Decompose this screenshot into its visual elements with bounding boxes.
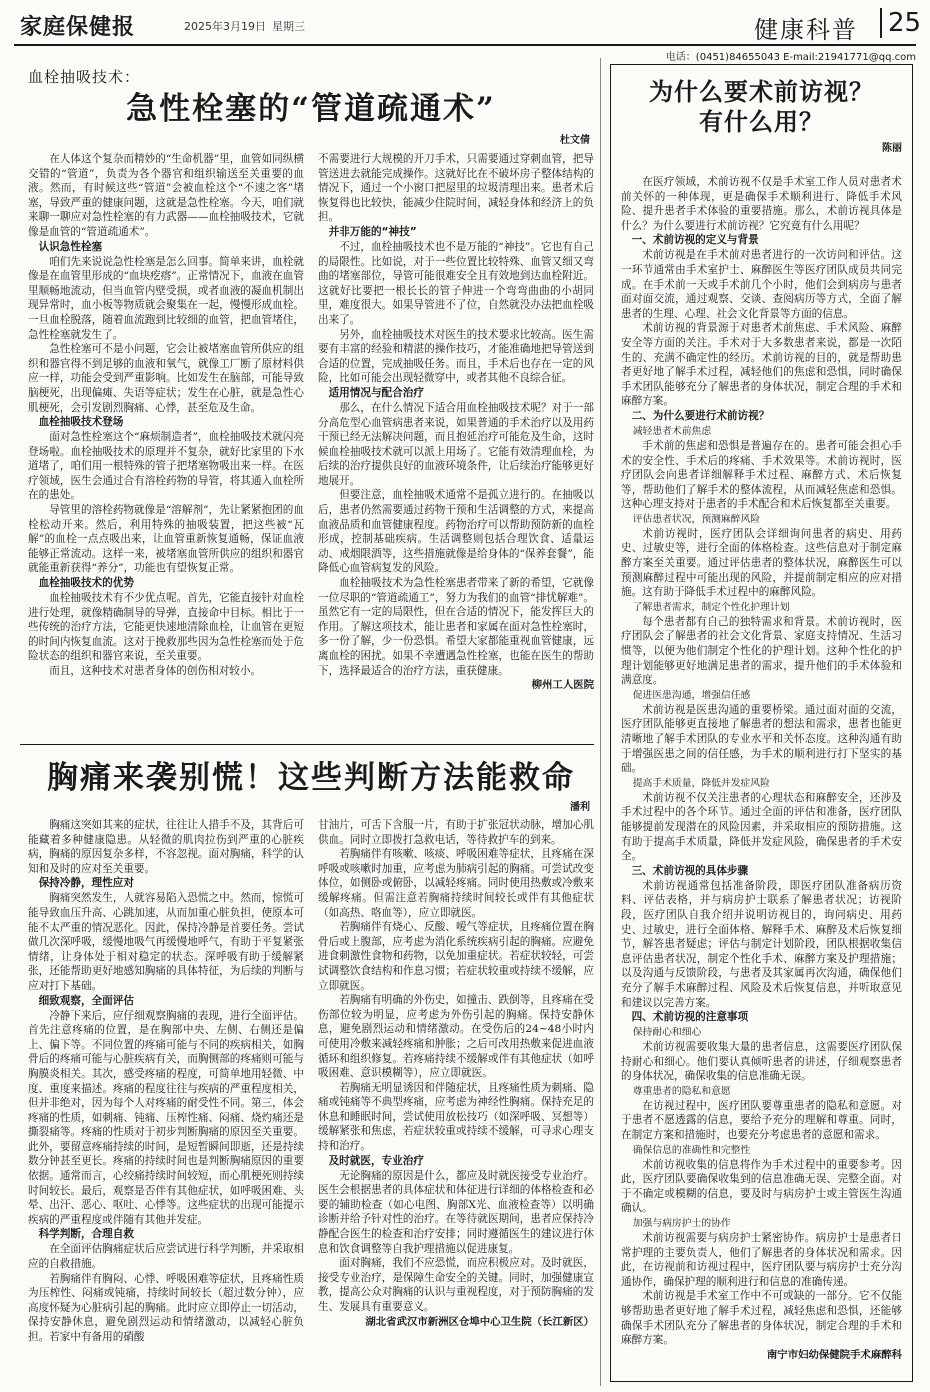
article2-title: 胸痛来袭别慌！这些判断方法能救命: [47, 760, 575, 796]
paragraph: 导管里的溶栓药物就像是“溶解剂”，先让紧紧抱团的血栓松动开来。然后，利用特殊的抽吸装置，把这些被“瓦解”的血栓一点点吸出来，让血管重新恢复通畅，保证血液能够正常流动。这样一来，被堵塞血管所供应的组织和器官就能重新获得“养分”，功能也有望恢复正常。: [28, 504, 304, 575]
paragraph: 在访视过程中，医疗团队要尊重患者的隐私和意愿。对于患者不愿透露的信息，要给予充分的理解和尊重。同时，在制定方案和措施时，也要充分考虑患者的意愿和需求。: [621, 1099, 902, 1142]
paragraph: 术前访视需要收集大量的患者信息，这需要医疗团队保持耐心和细心。他们要认真倾听患者的讲述，仔细观察患者的身体状况，确保收集的信息准确无误。: [621, 1041, 902, 1083]
paragraph: 术前访视不仅关注患者的心理状态和麻醉安全，还涉及手术过程中的各个环节。通过全面的评估和准备，医疗团队能够提前发现潜在的风险因素，并采取相应的预防措施。这有助于提高手术质量，降低并发症风险，确保患者的手术安全。: [621, 791, 902, 863]
paragraph: 胸痛这突如其来的症状，往往让人措手不及，其背后可能藏着多种健康隐患。从轻微的肌肉拉伤到严重的心脏疾病，胸痛的原因复杂多样，不容忽视。面对胸痛，科学的认知和及时的应对至关重要。: [28, 819, 304, 875]
article3-box: [610, 64, 913, 1382]
paragraph: 胸痛突然发生，人就容易陷入恐慌之中。然而，惊慌可能导致血压升高、心跳加速，从而加重心脏负担，使原本可能不太严重的情况恶化。因此，保持冷静是首要任务。尝试做几次深呼吸，缓慢地吸气再缓慢地呼气，有助于平复紧张情绪，让身体处于相对稳定的状态。深呼吸有助于缓解紧张，还能帮助更好地感知胸痛的具体特征，为后续的判断与应对打下基础。: [28, 892, 304, 992]
column-divider: [600, 58, 601, 1386]
subheading: 血栓抽吸技术登场: [38, 416, 124, 429]
masthead-rule: [14, 44, 916, 46]
paragraph: 血栓抽吸技术为急性栓塞患者带来了新的希望，它就像一位尽职的“管道疏通工”，努力为我们的血管“排忧解难”。虽然它有一定的局限性，但在合适的情况下，能发挥巨大的作用。了解这项技术，能让患者和家属在面对急性栓塞时，多一份了解，少一份恐惧。希望大家都能重视血管健康，远离血栓的困扰。如果不幸遭遇急性栓塞，也能在医生的帮助下，选择最适合的治疗方法，重获健康。: [318, 577, 594, 677]
paragraph: 术前访视是医患沟通的重要桥梁。通过面对面的交流，医疗团队能够更直接地了解患者的想法和需求，患者也能更清晰地了解手术团队的专业水平和关怀态度。这种沟通有助于增强医患之间的信任感，为手术的顺利进行打下坚实的基础。: [621, 703, 902, 775]
paragraph: 而且，这种技术对患者身体的创伤相对较小。: [49, 665, 262, 677]
paragraph: 术前访视需要与病房护士紧密协作。病房护士是患者日常护理的主要负责人，他们了解患者的身体状况和需求。因此，在访视前和访视过程中，医疗团队要与病房护士充分沟通协作，确保护理的顺利进行和信息的准确传递。: [621, 1232, 902, 1288]
article2-body: [28, 818, 594, 1382]
article1-column-1: [28, 152, 304, 737]
paragraph: 手术前的焦虑和恐惧是普遍存在的。患者可能会担心手术的安全性、手术后的疼痛、手术效果等。术前访视时，医疗团队会向患者详细解释手术过程、麻醉方式、术后恢复等，帮助他们了解手术的整体流程，从而减轻焦虑和恐惧。这种心理支持对于患者的手术配合和术后恢复都至关重要。: [621, 439, 902, 511]
minor-subheading: 促进医患沟通，增强信任感: [632, 689, 751, 701]
paragraph: 术前访视通常包括准备阶段，即医疗团队准备病历资料、评估表格，并与病房护士联系了解患者状况；访视阶段，医疗团队自我介绍并说明访视目的，询问病史、用药史、过敏史，进行全面体格、解释手术、麻醉及术后恢复细节，解答患者疑虑；评估与制定计划阶段，团队根据收集信息评估患者状况，制定个性化手术、麻醉方案及护理措施；以及沟通与反馈阶段，与患者及其家属再次沟通，确保他们充分了解手术麻醉过程、风险及术后恢复信息，并听取意见和建议以完善方案。: [621, 879, 902, 1009]
subheading: 一、术前访视的定义与背景: [631, 234, 759, 247]
subheading: 适用情况与配合治疗: [328, 386, 424, 399]
paragraph: 面对急性栓塞这个“麻烦制造者”，血栓抽吸技术就闪亮登场啦。血栓抽吸技术的原理并不复杂，就好比家里的下水道堵了，咱们用一根特殊的管子把堵塞物吸出来一样。在医疗领域，医生会通过合有溶栓药物的导管，将其通入血栓所在的患处。: [28, 431, 304, 502]
article1-title: 急性栓塞的“管道疏通术”: [126, 91, 496, 127]
article2-header: [28, 758, 594, 818]
subheading: 三、术前访视的具体步骤: [631, 864, 749, 877]
subheading: 保持冷静，理性应对: [38, 877, 134, 890]
masthead: [14, 4, 922, 44]
paragraph: 那么，在什么情况下适合用血栓抽吸技术呢？对于一部分高危型心血管病患者来说，如果普通的手术治疗以及用药干预已经无法解决问题，而且抱延治疗可能危及生命，这时候血栓抽吸技术就可以派上用场了。它能有效清理血栓，为后续的治疗提供良好的血液环境条件，让后续治疗能够更好地展开。: [318, 401, 594, 487]
paragraph: 咱们先来说说急性栓塞是怎么回事。简单来讲，血栓就像是在血管里形成的“血块疙瘩”。正常情况下，血液在血管里顺畅地流动，但当血管内壁受损，或者血液的凝血机制出现异常时，血小板等物质就会聚集在一起，慢慢形成血栓。一旦血栓脱落，随着血流跑到比较细的血管，把血管堵住，急性栓塞就发生了。: [28, 255, 304, 341]
page-number: 25: [880, 8, 921, 38]
article-separator: [20, 744, 594, 745]
paragraph: 术前访视是在手术前对患者进行的一次访问和评估。这一环节通常由手术室护士、麻醉医生等医疗团队成员共同完成。在手术前一天或手术前几个小时，他们会到病房与患者面对面交流，通过观察、交谈、查阅病历等方式，全面了解患者的生理、心理、社会文化背景等方面的信息。: [621, 249, 902, 320]
subheading: 科学判断，合理自救: [38, 1228, 134, 1241]
minor-subheading: 提高手术质量，降低并发症风险: [632, 777, 770, 789]
subheading: 四、术前访视的注意事项: [631, 1011, 749, 1024]
issue-date: [184, 18, 305, 34]
subheading: 二、为什么要进行术前访视？: [631, 409, 770, 422]
article1-body: [28, 152, 594, 737]
article1-kicker: 血栓抽吸技术：: [28, 68, 141, 86]
paragraph: 术前访视收集的信息将作为手术过程中的重要参考。因此，医疗团队要确保收集到的信息准确无误、完整全面。对于不确定或模糊的信息，要及时与病房护士或主管医生沟通确认。: [621, 1158, 902, 1215]
date-text: 2025年3月19日: [184, 20, 266, 33]
paragraph: 若胸痛有明确的外伤史，如撞击、跌倒等，且疼痛在受伤部位较为明显，应考虑为外伤引起的胸痛。保持安静休息，避免剧烈运动和情绪激动。在受伤后的24~48小时内可使用冷敷来减轻疼痛和肿胀；之后可改用热敷来促进血液循环和组织修复。若疼痛持续不缓解或伴有其他症状（如呼吸困难、意识模糊等），应立即就医。: [318, 994, 594, 1080]
author-affiliation: 南宁市妇幼保健院手术麻醉科: [766, 1348, 902, 1361]
minor-subheading: 加强与病房护士的协作: [632, 1218, 731, 1230]
article2-column-1: [28, 818, 304, 1382]
paragraph: 术前访视是手术室工作中不可或缺的一部分。它不仅能够帮助患者更好地了解手术过程，减轻焦虑和恐惧，还能够确保手术团队充分了解患者的身体状况，制定合理的手术和麻醉方案。: [621, 1290, 902, 1347]
minor-subheading: 了解患者需求，制定个性化护理计划: [632, 601, 790, 613]
minor-subheading: 确保信息的准确性和完整性: [632, 1144, 751, 1156]
subheading: 及时就医，专业治疗: [328, 1154, 424, 1167]
paragraph: 急性栓塞可不是小问题，它会让被堵塞血管所供应的组织和器官得不到足够的血液和氧气，就像工厂断了原材料供应一样，功能会受到严重影响。比如发生在脑部，可能导致脑梗死，出现偏瘫、失语等症状；发生在心脏，就是急性心肌梗死，会引发剧烈胸痛、心悸，甚至危及生命。: [28, 343, 304, 414]
article2-author: 潘利: [570, 802, 590, 813]
paragraph: 若胸痛伴有胸闷、心悸、呼吸困难等症状，且疼痛性质为压榨性、闷痛或钝痛，持续时间较长（超过数分钟），应高度怀疑为心脏病引起的胸痛。此时应立即停止一切活动，保持安静休息，避免剧烈运动和情绪激动，以减轻心脏负担。若家中有备用的硝酸: [28, 1272, 304, 1343]
paragraph: 在医疗领域，术前访视不仅是手术室工作人员对患者术前关怀的一种体现，更是确保手术顺利进行、降低手术风险、提升患者手术体验的重要措施。那么，术前访视具体是什么？为什么要进行术前访视？它究竟有什么用呢？: [621, 176, 902, 232]
article2-column-2: [318, 818, 594, 1382]
contact-info: 电话：(0451)84655043 E-mail:21941771@qq.com: [665, 52, 916, 63]
paragraph: 在人体这个复杂而精妙的“生命机器”里，血管如同纵横交错的“管道”，负责为各个器官和组织输送至关重要的血液。然而，有时候这些“管道”会被血栓这个“不速之客”堵塞，导致严重的健康问题，这就是急性栓塞。今天，咱们就来聊一聊应对急性栓塞的有力武器——血栓抽吸技术，它就像是血管的“管道疏通术”。: [28, 153, 304, 238]
minor-subheading: 减轻患者术前焦虑: [632, 425, 712, 437]
author-affiliation: 柳州工人医院: [531, 679, 594, 692]
paragraph: 血栓抽吸技术有不少优点呢。首先，它能直接针对血栓进行处理，就像精确制导的导弹，直接命中目标。相比于一些传统的治疗方法，它能更快速地清除血栓，让血管在更短的时间内恢复血流。这对于挽救那些因为急性栓塞而处于危险状态的组织和器官来说，至关重要。: [28, 592, 304, 663]
paragraph: 术前访视时，医疗团队会详细询问患者的病史、用药史、过敏史等，进行全面的体格检查。这些信息对于制定麻醉方案至关重要。通过评估患者的整体状况，麻醉医生可以预测麻醉过程中可能出现的风险，并提前制定相应的应对措施。这有助于降低手术过程中的麻醉风险。: [621, 527, 902, 599]
article3-column: [621, 175, 902, 1375]
minor-subheading: 尊重患者的隐私和意愿: [632, 1085, 731, 1097]
minor-subheading: 保持耐心和细心: [632, 1027, 702, 1039]
article1-author: 杜文倩: [560, 135, 590, 146]
paragraph: 面对胸痛，我们不应恐慌，而应积极应对。及时就医，接受专业治疗，是保障生命安全的关键。同时，加强健康宣教，提高公众对胸痛的认识与重视程度，对于预防胸痛的发生、发展具有重要意义。: [318, 1257, 594, 1313]
paragraph: 术前访视的背景源于对患者术前焦虑、手术风险、麻醉安全等方面的关注。手术对于大多数患者来说，都是一次陌生的、充满不确定性的经历。术前访视的目的，就是帮助患者更好地了解手术过程，减轻他们的焦虑和恐惧，同时确保手术团队能够充分了解患者的身体状况，制定合理的手术和麻醉方案。: [621, 322, 902, 408]
paragraph: 每个患者都有自己的独特需求和背景。术前访视时，医疗团队会了解患者的社会文化背景、家庭支持情况、生活习惯等，以便为他们制定个性化的护理计划。这种个性化的护理计划能够更好地满足患者的需求，提升他们的手术体验和满意度。: [621, 615, 902, 687]
subheading: 认识急性栓塞: [38, 240, 103, 253]
weekday-text: 星期三: [272, 20, 305, 33]
article3-title-line1: 为什么要术前访视？: [649, 77, 874, 106]
paragraph: 冷静下来后，应仔细观察胸痛的表现，进行全面评估。首先注意疼痛的位置，是在胸部中央、左侧、右侧还是偏上、偏下等。不同位置的疼痛可能与不同的疾病相关，如胸骨后的疼痛可能与心脏疾病有关，而胸侧部的疼痛则可能与胸膜炎相关。其次，感受疼痛的程度，可简单地用轻微、中度、重度来描述。疼痛的程度往往与疾病的严重程度相关，但并非绝对，因为每个人对疼痛的耐受性不同。第三，体会疼痛的性质，如刺痛、钝痛、压榨性痛、闷痛、烧灼痛还是撕裂痛等。疼痛的性质对于初步判断胸痛的原因至关重要。此外，要留意疼痛持续的时间，是短暂瞬间即逝，还是持续数分钟甚至更长。疼痛的持续时间也是判断胸痛原因的重要依据。通常而言，心绞痛持续时间较短，而心肌梗死则持续时间较长。最后，观察是否伴有其他症状，如呼吸困难、头晕、出汗、恶心、呕吐、心悸等。这些症状的出现可能提示疾病的严重程度或伴随有其他并发症。: [28, 1009, 304, 1226]
paragraph: 甘油片，可舌下含服一片，有助于扩张冠状动脉，增加心肌供血。同时立即拨打急救电话，等待救护车的到来。: [318, 819, 594, 846]
subheading: 血栓抽吸技术的优势: [38, 577, 134, 590]
paragraph: 不过，血栓抽吸技术也不是万能的“神技”。它也有自己的局限性。比如说，对于一些位置比较特殊、血管又细又弯曲的堵塞部位，导管可能很难安全且有效地到达血栓附近。这就好比要把一根长长的管子伸进一个弯弯曲曲的小胡同里，难度很大。如果导管进不了位，自然就没办法把血栓吸出来了。: [318, 240, 594, 326]
paragraph: 在全面评估胸痛症状后应尝试进行科学判断，并采取相应的自救措施。: [28, 1243, 304, 1271]
paragraph: 另外，血栓抽吸技术对医生的技术要求比较高。医生需要有丰富的经验和精湛的操作技巧，才能准确地把导管送到合适的位置，完成抽吸任务。而且，手术后也存在一定的风险，比如可能会出现轻微穿中，或者其他不良综合征。: [318, 328, 594, 385]
author-affiliation: 湖北省武汉市新洲区仓埠中心卫生院（长江新区）: [365, 1315, 594, 1328]
paragraph: 若胸痛伴有烧心、反酸、嗳气等症状，且疼痛位置在胸骨后或上腹部，应考虑为消化系统疾病引起的胸痛。应避免进食刺激性食物和药物，以免加重症状。若症状较轻，可尝试调整饮食结构和作息习惯；若症状较重或持续不缓解，应立即就医。: [318, 921, 594, 992]
paper-name: 家庭保健报: [20, 14, 136, 40]
minor-subheading: 评估患者状况，预测麻醉风险: [632, 513, 761, 525]
article3-title-line2: 有什么用？: [699, 107, 824, 136]
paragraph: 不需要进行大规模的开刀手术，只需要通过穿刺血管，把导管送进去就能完成操作。这就好比在不破坏房子整体结构的情况下，通过一个小窗口把屋里的垃圾清理出来。患者术后恢复得也比较快，能减少住院时间，减轻身体和经济上的负担。: [318, 153, 594, 224]
article3-author: 陈丽: [882, 143, 902, 154]
article1-column-2: [318, 152, 594, 737]
section-name: 健康科普: [754, 16, 858, 44]
subheading: 并非万能的“神技”: [328, 225, 417, 238]
subheading: 细致观察，全面评估: [38, 994, 134, 1007]
paragraph: 若胸痛无明显诱因和伴随症状，且疼痛性质为刺痛、隐痛或钝痛等不典型疼痛，应考虑为神经性胸痛。保持充足的休息和睡眠时间，尝试使用放松技巧（如深呼吸、冥想等）缓解紧张和焦虑，若症状较重或持续不缓解，可寻求心理支持和治疗。: [318, 1081, 594, 1153]
paragraph: 若胸痛伴有咳嗽、咳痰、呼吸困难等症状，且疼痛在深呼吸或咳嗽时加重，应考虑为肺病引起的胸痛。可尝试改变体位，如侧卧或俯卧，以减轻疼痛。同时使用热敷或冷敷来缓解疼痛。但需注意若胸痛持续时间较长或伴有其他症状（如高热、咯血等），应立即就医。: [318, 848, 594, 919]
paragraph: 无论胸痛的原因是什么，都应及时就医接受专业治疗。医生会根据患者的具体症状和体征进行详细的体格检查和必要的辅助检查（如心电图、胸部X光、血液检查等）以明确诊断并给予针对性的治疗。在等待就医期间，患者应保持冷静配合医生的检查和治疗安排；同时遵循医生的建议进行休息和饮食调整等自我护理措施以促进康复。: [318, 1169, 594, 1255]
article1-header: [28, 66, 594, 158]
paragraph: 但要注意，血栓抽吸术通常不是孤立进行的。在抽吸以后，患者仍然需要通过药物干预和生活调整的方式，来提高血液品质和血管健康程度。药物治疗可以帮助预防新的血栓形成，控制基础疾病。生活调整则包括合理饮食、适量运动、戒烟限酒等，这些措施就像是给身体的“保养套餐”，能降低心血管病复发的风险。: [318, 489, 594, 575]
